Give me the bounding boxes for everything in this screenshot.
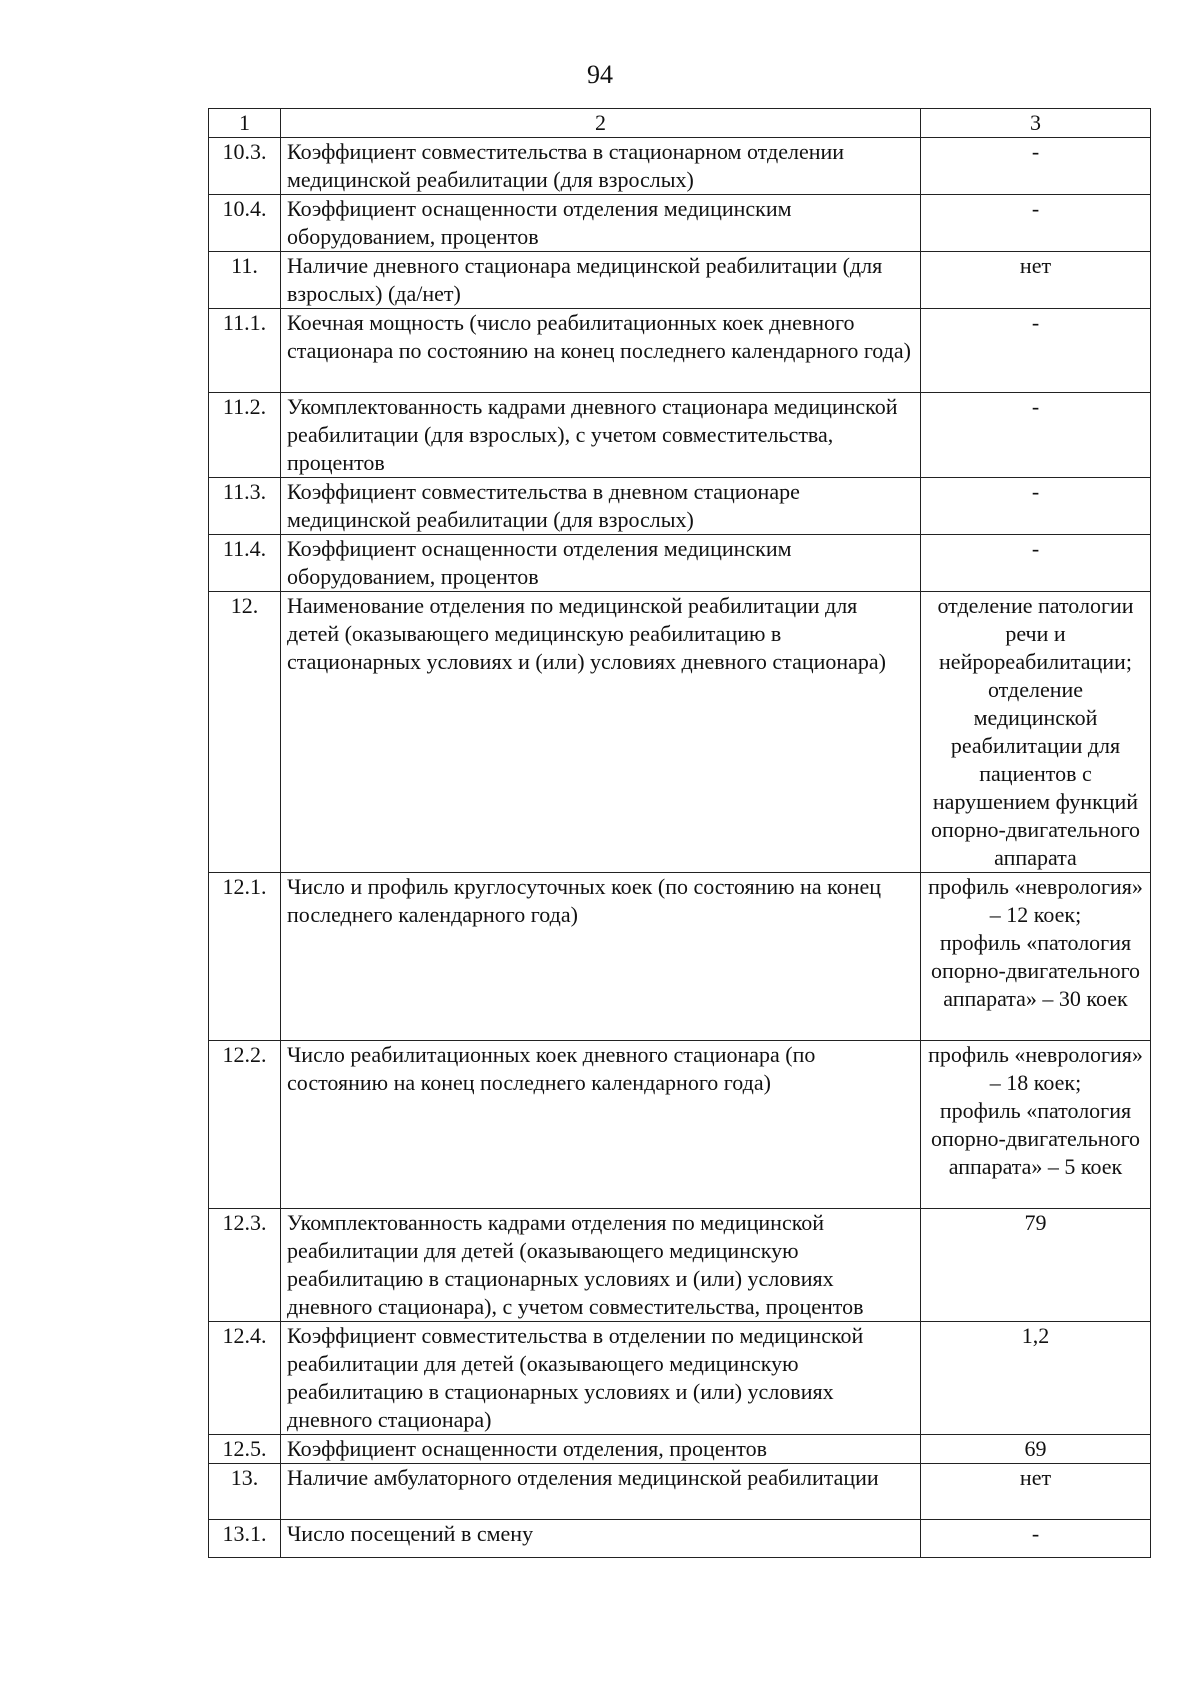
table-row [209, 1322, 1151, 1435]
table-row [209, 138, 1151, 195]
row-value: 69 [921, 1435, 1151, 1464]
row-number: 12.5. [209, 1435, 281, 1464]
row-value: - [921, 195, 1151, 252]
row-description: Укомплектованность кадрами отделения по медицинской реабилитации для детей (оказывающего медицинскую реабилитацию в стационарных условиях и (или) условиях дневного стационара), с учетом совместительства, процентов [281, 1209, 921, 1322]
row-value: 1,2 [921, 1322, 1151, 1435]
row-value: - [921, 1520, 1151, 1558]
row-description: Коэффициент совместительства в отделении по медицинской реабилитации для детей (оказывающего медицинскую реабилитацию в стационарных условиях и (или) условиях дневного стационара) [281, 1322, 921, 1435]
row-value: - [921, 535, 1151, 592]
row-number: 12. [209, 592, 281, 873]
table-row [209, 252, 1151, 309]
row-number: 10.3. [209, 138, 281, 195]
row-value: - [921, 309, 1151, 393]
row-description: Наличие дневного стационара медицинской реабилитации (для взрослых) (да/нет) [281, 252, 921, 309]
row-number: 11.1. [209, 309, 281, 393]
row-number: 11.3. [209, 478, 281, 535]
row-value: нет [921, 252, 1151, 309]
row-number: 10.4. [209, 195, 281, 252]
row-number: 11.2. [209, 393, 281, 478]
table-row [209, 1435, 1151, 1464]
table-row [209, 535, 1151, 592]
table-row [209, 309, 1151, 393]
row-value: - [921, 478, 1151, 535]
row-number: 12.1. [209, 873, 281, 1041]
column-header: 1 [209, 109, 281, 138]
table-header-row [209, 109, 1151, 138]
row-description: Коэффициент совместительства в стационарном отделении медицинской реабилитации (для взрослых) [281, 138, 921, 195]
row-number: 11.4. [209, 535, 281, 592]
row-value: отделение патологии речи и нейрореабилитации; отделение медицинской реабилитации для пациентов с нарушением функций опорно-двигательного аппарата [921, 592, 1151, 873]
row-number: 13.1. [209, 1520, 281, 1558]
table-row [209, 1041, 1151, 1209]
row-description: Коэффициент совместительства в дневном стационаре медицинской реабилитации (для взрослых) [281, 478, 921, 535]
row-value: - [921, 138, 1151, 195]
row-number: 12.3. [209, 1209, 281, 1322]
table-row [209, 1464, 1151, 1520]
row-number: 11. [209, 252, 281, 309]
row-number: 12.4. [209, 1322, 281, 1435]
table-row [209, 1520, 1151, 1558]
table-row [209, 478, 1151, 535]
row-description: Наименование отделения по медицинской реабилитации для детей (оказывающего медицинскую реабилитацию в стационарных условиях и (или) условиях дневного стационара) [281, 592, 921, 873]
row-description: Коэффициент оснащенности отделения, процентов [281, 1435, 921, 1464]
row-number: 13. [209, 1464, 281, 1520]
row-value: профиль «неврология» – 12 коек; профиль «патология опорно-двигательного аппарата» – 30 коек [921, 873, 1151, 1041]
row-description: Наличие амбулаторного отделения медицинской реабилитации [281, 1464, 921, 1520]
row-description: Укомплектованность кадрами дневного стационара медицинской реабилитации (для взрослых), с учетом совместительства, процентов [281, 393, 921, 478]
table-row [209, 873, 1151, 1041]
row-value: 79 [921, 1209, 1151, 1322]
row-description: Коэффициент оснащенности отделения медицинским оборудованием, процентов [281, 195, 921, 252]
row-value: - [921, 393, 1151, 478]
column-header: 2 [281, 109, 921, 138]
row-value: профиль «неврология» – 18 коек; профиль «патология опорно-двигательного аппарата» – 5 коек [921, 1041, 1151, 1209]
page-number: 94 [587, 60, 613, 89]
row-description: Число посещений в смену [281, 1520, 921, 1558]
row-description: Число и профиль круглосуточных коек (по состоянию на конец последнего календарного года) [281, 873, 921, 1041]
table-row [209, 393, 1151, 478]
row-description: Коэффициент оснащенности отделения медицинским оборудованием, процентов [281, 535, 921, 592]
column-header: 3 [921, 109, 1151, 138]
table-row [209, 592, 1151, 873]
row-description: Коечная мощность (число реабилитационных коек дневного стационара по состоянию на конец последнего календарного года) [281, 309, 921, 393]
data-table [208, 108, 1151, 1558]
table-row [209, 195, 1151, 252]
row-description: Число реабилитационных коек дневного стационара (по состоянию на конец последнего календарного года) [281, 1041, 921, 1209]
table-row [209, 1209, 1151, 1322]
row-number: 12.2. [209, 1041, 281, 1209]
row-value: нет [921, 1464, 1151, 1520]
